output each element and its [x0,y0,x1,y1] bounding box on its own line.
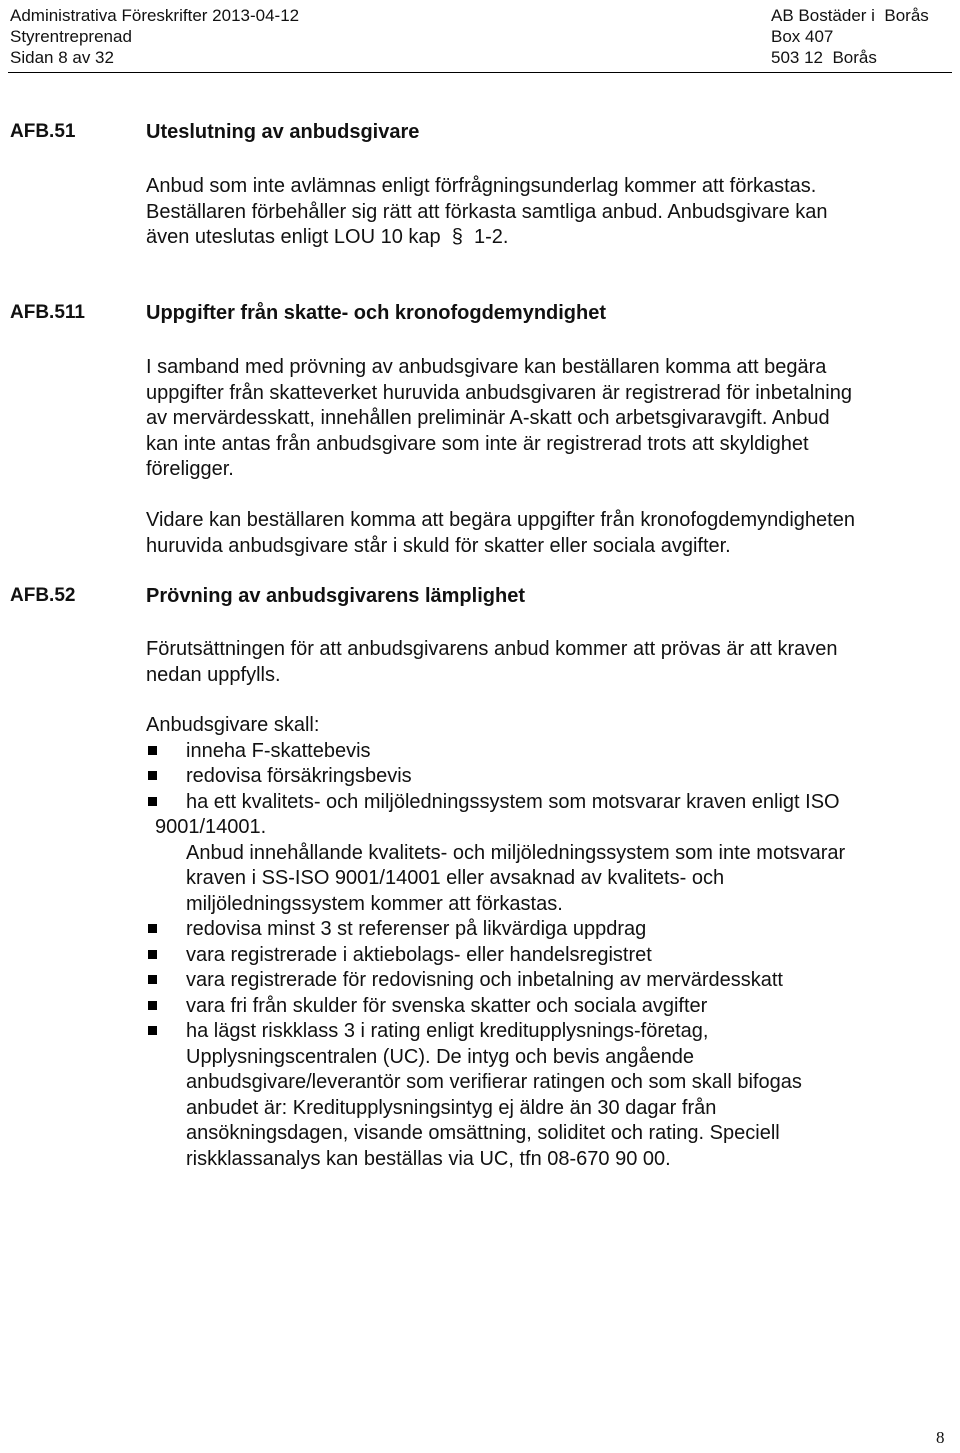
section-code-afb52: AFB.52 [10,585,76,606]
bullet-square-icon [148,950,157,959]
iso-continuation: 9001/14001. [155,816,267,838]
afb51-line-2: Beställaren förbehåller sig rätt att förkasta samtliga anbud. Anbudsgivare kan [146,200,828,223]
rating-line-5: riskklassanalys kan beställas via UC, tfn 08-670 90 00. [186,1147,671,1170]
bullet-square-icon [148,975,157,984]
bullet-square-icon [148,771,157,780]
rating-line-2: anbudsgivare/leverantör som verifierar ratingen och som skall bifogas [186,1071,802,1093]
iso-note-line-1: Anbud innehållande kvalitets- och miljöledningssystem som inte motsvarar [186,841,846,864]
list-item: ha ett kvalitets- och miljöledningssystem som motsvarar kraven enligt ISO [146,790,840,816]
list-item: ha lägst riskklass 3 i rating enligt kreditupplysnings-företag, [146,1019,783,1045]
list-item: inneha F-skattebevis [146,739,840,765]
list-heading: Anbudsgivare skall: [146,714,320,736]
afb511-para2-line-2: huruvida anbudsgivare står i skuld för skatter eller sociala avgifter. [146,534,731,557]
bullet-square-icon [148,1026,157,1035]
afb511-para1-line-5: föreligger. [146,458,234,480]
header-box: Box 407 [771,27,834,46]
afb511-para1-line-1: I samband med prövning av anbudsgivare kan beställaren komma att begära [146,356,827,378]
header-page-info: Sidan 8 av 32 [10,48,114,67]
iso-note-line-3: miljöledningssystem kommer att förkastas. [186,892,563,915]
list-item: redovisa minst 3 st referenser på likvärdiga uppdrag [146,917,783,943]
afb52-intro-line-1: Förutsättningen för att anbudsgivarens anbud kommer att prövas är att kraven [146,638,838,660]
header-company: AB Bostäder i Borås [771,6,929,25]
section-title-afb52: Prövning av anbudsgivarens lämplighet [146,585,525,607]
rating-line-1: Upplysningscentralen (UC). De intyg och bevis angående [186,1045,695,1068]
section-title-afb511: Uppgifter från skatte- och kronofogdemyndighet [146,302,607,324]
list-item: vara fri från skulder för svenska skatter och sociala avgifter [146,994,783,1020]
page-number: 8 [936,1428,945,1447]
header-divider [8,72,952,73]
bullet-square-icon [148,1001,157,1010]
header-doc-title: Administrativa Föreskrifter 2013-04-12 [10,6,300,25]
bullet-square-icon [148,797,157,806]
list-item: vara registrerade i aktiebolags- eller handelsregistret [146,943,783,969]
bullet-square-icon [148,746,157,755]
afb51-line-3: även uteslutas enligt LOU 10 kap § 1-2. [146,226,509,248]
header-contract-type: Styrentreprenad [10,27,132,46]
afb511-para1-line-4: kan inte antas från anbudsgivare som inte är registrerad trots att skyldighet [146,432,809,455]
afb511-para2-line-1: Vidare kan beställaren komma att begära uppgifter från kronofogdemyndigheten [146,509,855,531]
list-item: redovisa försäkringsbevis [146,764,840,790]
section-code-afb511: AFB.511 [10,302,85,323]
header-postal: 503 12 Borås [771,48,877,67]
afb511-para1-line-3: av mervärdesskatt, innehållen preliminär A-skatt och arbetsgivaravgift. Anbud [146,407,830,429]
afb52-intro-line-2: nedan uppfylls. [146,663,281,686]
section-title-afb51: Uteslutning av anbudsgivare [146,121,420,143]
iso-note-line-2: kraven i SS-ISO 9001/14001 eller avsaknad av kvalitets- och [186,867,725,889]
bullet-square-icon [148,924,157,933]
afb511-para1-line-2: uppgifter från skatteverket huruvida anbudsgivaren är registrerad för inbetalning [146,381,852,404]
requirements-list-b [146,917,783,1045]
rating-line-4: ansökningsdagen, visande omsättning, soliditet och rating. Speciell [186,1122,780,1144]
requirements-list-a [146,739,840,816]
section-code-afb51: AFB.51 [10,121,76,142]
rating-line-3: anbudet är: Kreditupplysningsintyg ej äldre än 30 dagar från [186,1096,717,1119]
afb51-line-1: Anbud som inte avlämnas enligt förfrågningsunderlag kommer att förkastas. [146,175,817,197]
list-item: vara registrerade för redovisning och inbetalning av mervärdesskatt [146,968,783,994]
